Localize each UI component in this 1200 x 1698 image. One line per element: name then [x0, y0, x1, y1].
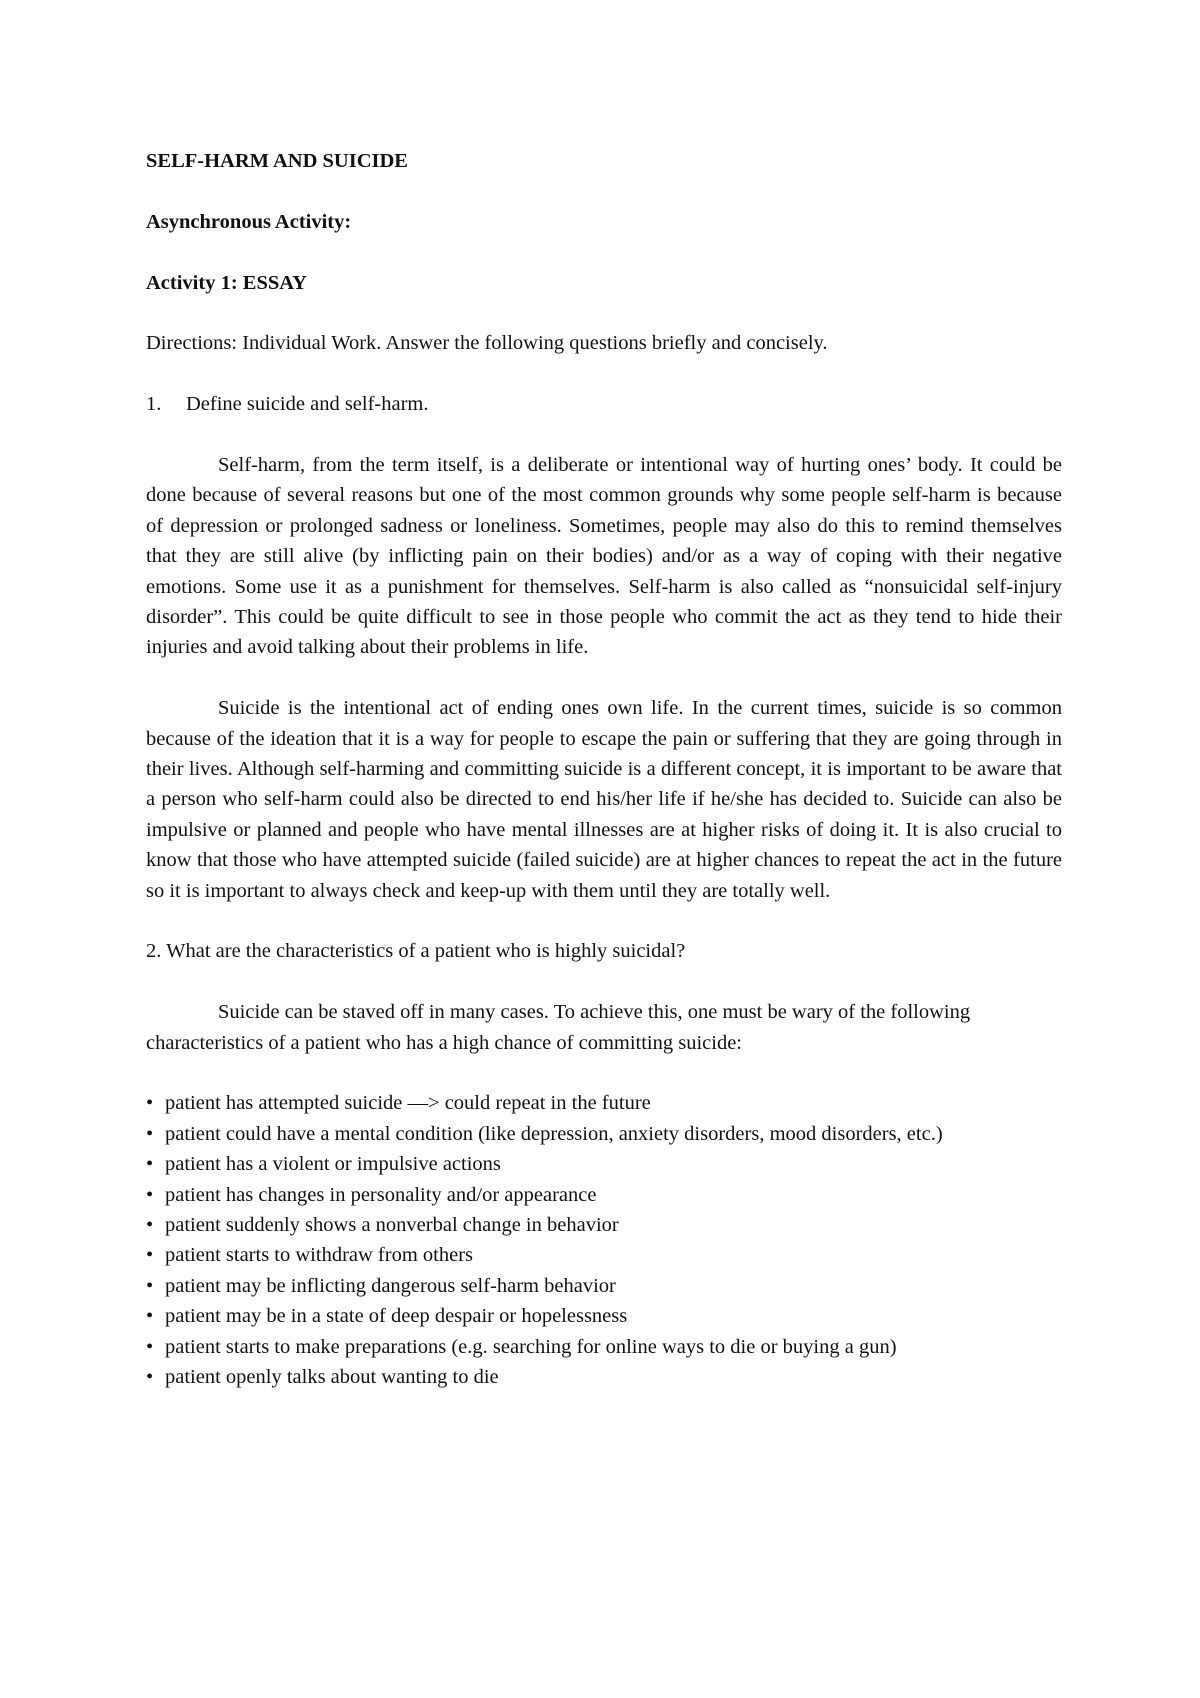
list-item — [146, 1301, 1062, 1331]
list-item — [146, 1362, 1062, 1392]
bullet-icon: • — [146, 1244, 154, 1267]
list-item-text: patient may be inflicting dangerous self-harm behavior — [165, 1274, 616, 1297]
list-item — [146, 1210, 1062, 1240]
directions: Directions: Individual Work. Answer the following questions briefly and concisely. — [146, 332, 828, 355]
bullet-icon: • — [146, 1214, 154, 1237]
document-body — [146, 146, 1062, 1393]
bullet-icon: • — [146, 1122, 154, 1145]
list-item — [146, 1149, 1062, 1179]
list-item-text: patient has attempted suicide —> could repeat in the future — [165, 1092, 651, 1115]
activity-type: Asynchronous Activity: — [146, 210, 352, 233]
list-item — [146, 1180, 1062, 1210]
bullet-icon: • — [146, 1183, 154, 1206]
list-item-text: patient suddenly shows a nonverbal change in behavior — [165, 1214, 619, 1237]
list-item-text: patient starts to make preparations (e.g. searching for online ways to die or buying a gun) — [165, 1335, 897, 1358]
activity-title: Activity 1: ESSAY — [146, 271, 307, 294]
bullet-icon: • — [146, 1153, 154, 1176]
question-2: 2. What are the characteristics of a patient who is highly suicidal? — [146, 940, 686, 963]
bullet-icon: • — [146, 1092, 154, 1115]
bullet-icon: • — [146, 1335, 154, 1358]
list-item-text: patient openly talks about wanting to die — [165, 1366, 499, 1389]
bullet-icon: • — [146, 1274, 154, 1297]
list-item — [146, 1271, 1062, 1301]
bullet-icon: • — [146, 1305, 154, 1328]
list-item-text: patient has a violent or impulsive actions — [165, 1153, 501, 1176]
list-item — [146, 1088, 1062, 1118]
characteristics-list — [146, 1088, 1062, 1392]
list-item — [146, 1332, 1062, 1362]
list-item-text: patient may be in a state of deep despair or hopelessness — [165, 1305, 628, 1328]
answer-2-intro-paragraph: Suicide can be staved off in many cases. To achieve this, one must be wary of the following characteristics of a patient who has a high chance of committing suicide: — [146, 1001, 971, 1054]
question-1 — [146, 389, 1062, 419]
answer-1-self-harm-paragraph: Self-harm, from the term itself, is a deliberate or intentional way of hurting ones’ body. It could be done because of several reasons but one of the most common grounds why some people self-harm is because of depression or prolonged sadness or loneliness. Sometimes, people may also do this to remind themselves that they are still alive (by inflicting pain on their bodies) and/or as a way of coping with their negative emotions. Some use it as a punishment for themselves. Self-harm is also called as “nonsuicidal self-injury disorder”. This could be quite difficult to see in those people who commit the act as they tend to hide their injuries and avoid talking about their problems in life. — [146, 453, 1062, 659]
answer-1-suicide-paragraph: Suicide is the intentional act of ending ones own life. In the current times, suicide is so common because of the ideation that it is a way for people to escape the pain or suffering that they are going through in their lives. Although self-harming and committing suicide is a different concept, it is important to be aware that a person who self-harm could also be directed to end his/her life if he/she has decided to. Suicide can also be impulsive or planned and people who have mental illnesses are at higher risks of doing it. It is also crucial to know that those who have attempted suicide (failed suicide) are at higher chances to repeat the act in the future so it is important to always check and keep-up with them until they are totally well. — [146, 697, 1062, 902]
list-item-text: patient could have a mental condition (like depression, anxiety disorders, mood disorders, etc.) — [165, 1122, 943, 1145]
list-item — [146, 1119, 1062, 1149]
question-1-text: Define suicide and self-harm. — [186, 393, 429, 416]
list-item — [146, 1240, 1062, 1270]
document-title: SELF-HARM AND SUICIDE — [146, 150, 408, 172]
question-1-number: 1. — [146, 393, 162, 416]
bullet-icon: • — [146, 1366, 154, 1389]
list-item-text: patient has changes in personality and/or appearance — [165, 1183, 597, 1206]
list-item-text: patient starts to withdraw from others — [165, 1244, 474, 1267]
